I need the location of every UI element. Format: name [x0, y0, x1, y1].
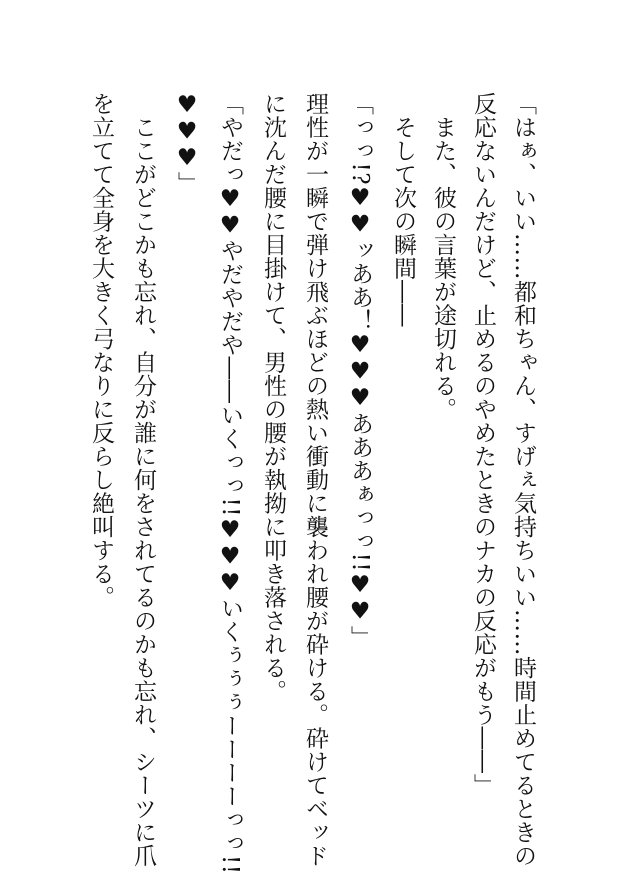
text-column-2: 反応ないんだけど、止めるのやめたときのナカの反応がもう――」: [470, 92, 496, 797]
text-column-10: ここがどこかも忘れ、自分が誰に何をされてるのかも忘れ、シーツに爪: [130, 92, 156, 868]
text-column-7: に沈んだ腰に目掛けて、男性の腰が執拗に叩き落される。: [260, 92, 286, 703]
text-column-11: を立てて全身を大きく弓なりに反らし絶叫する。: [88, 92, 114, 609]
text-column-9: ♥♥♥」: [174, 92, 200, 195]
text-column-8: 「やだっ♥♥やだやだや――いくっっ!!♥♥♥いくぅぅぅーーーーっっ!!: [217, 92, 243, 875]
text-column-5: 「っっ!?♥♥ッああ！♥♥♥あああぁっっ!!♥♥」: [347, 92, 373, 649]
text-column-6: 理性が一瞬で弾け飛ぶほどの熱い衝動に襲われ腰が砕ける。砕けてベッド: [302, 92, 328, 868]
text-column-4: そして次の瞬間――: [390, 92, 416, 327]
text-column-1: 「はぁ、いい……都和ちゃん、すげぇ気持ちいい……時間止めてるときの: [510, 92, 536, 868]
text-column-3: また、彼の言葉が途切れる。: [430, 92, 456, 421]
